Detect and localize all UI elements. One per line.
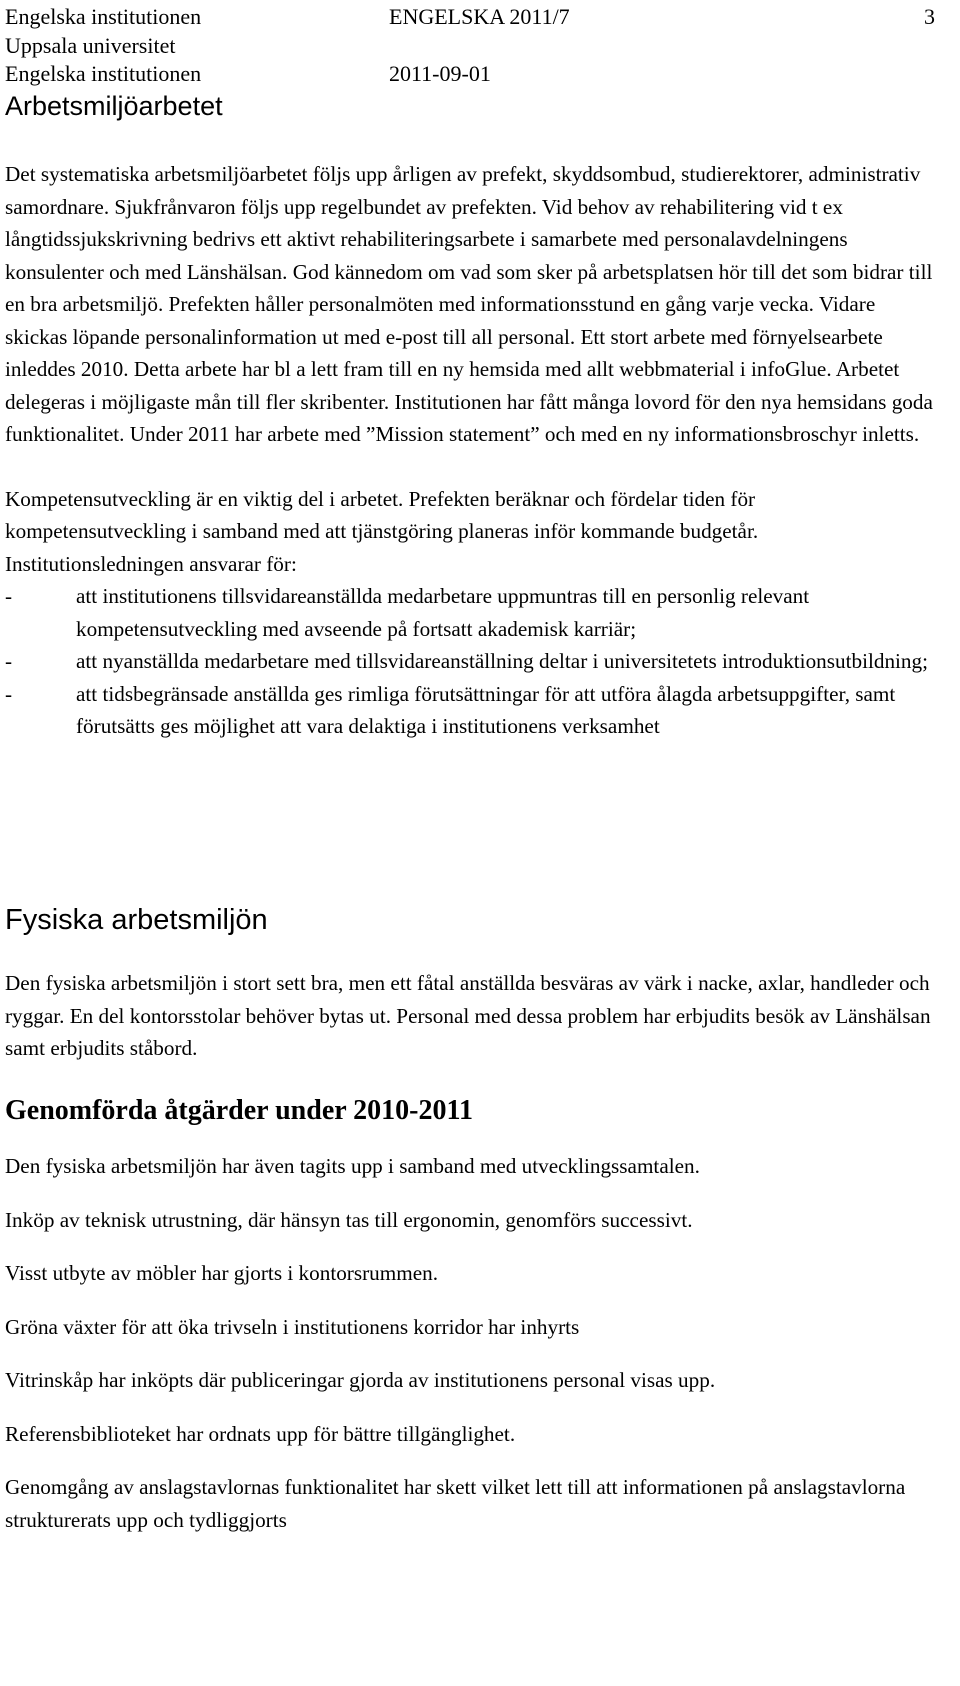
action-item: Visst utbyte av möbler har gjorts i kontorsrummen. bbox=[5, 1261, 439, 1285]
section-title-atgarder: Genomförda åtgärder under 2010-2011 bbox=[5, 1095, 473, 1126]
action-item: Genomgång av anslagstavlornas funktionalitet har skett vilket lett till att informationen på anslagstavlorna strukturerats upp och tydliggjorts bbox=[5, 1475, 906, 1532]
header-date: 2011-09-01 bbox=[389, 61, 491, 86]
dash-bullet: - bbox=[5, 584, 13, 608]
header-department: Engelska institutionen bbox=[5, 4, 202, 29]
paragraph-systematiskt-arbete: Det systematiska arbetsmiljöarbetet följs upp årligen av prefekt, skyddsombud, studierektorer, administrativ samordnare. Sjukfrånvaron följs upp regelbundet av prefekten. Vid behov av rehabilitering vid t ex långtidssjukskrivning bedrivs ett aktivt rehabiliteringsarbete i samarbete med personalavdelningens konsulenter och med Länshälsan. God kännedom om vad som sker på arbetsplatsen hör till det som bidrar till en bra arbetsmiljö. Prefekten håller personalmöten med informationsstund en gång varje vecka. Vidare skickas löpande personalinformation ut med e-post till all personal. Ett stort arbete med förnyelsearbete inleddes 2010. Detta arbete har bl a lett fram till en ny hemsida med allt webbmaterial i infoGlue. Arbetet delegeras i möjligaste mån till fler skribenter. Institutionen har fått många lovord för den nya hemsidans goda funktionalitet. Under 2011 har arbete med ”Mission statement” och med en ny informationsbroschyr inletts. bbox=[5, 162, 933, 446]
responsibility-list bbox=[5, 580, 935, 743]
header-university: Uppsala universitet bbox=[5, 33, 176, 58]
paragraph-fysisk-arbetsmiljo: Den fysiska arbetsmiljön i stort sett bra, men ett fåtal anställda besväras av värk i nacke, axlar, handleder och ryggar. En del kontorsstolar behöver bytas ut. Personal med dessa problem har erbjudits besök av Länshälsan samt erbjudits ståbord. bbox=[5, 971, 931, 1060]
section-body-arbetsmiljo bbox=[5, 158, 935, 743]
section-body-atgarder bbox=[5, 1150, 935, 1536]
list-intro: Institutionsledningen ansvarar för: bbox=[5, 551, 297, 576]
page-number: 3 bbox=[924, 4, 935, 29]
list-item-text: att nyanställda medarbetare med tillsvidareanställning deltar i universitetets introduktionsutbildning; bbox=[76, 649, 929, 673]
paragraph-kompetensutveckling: Kompetensutveckling är en viktig del i arbetet. Prefekten beräknar och fördelar tiden för kompetensutveckling i samband med att tjänstgöring planeras inför kommande budgetår. bbox=[5, 486, 759, 543]
action-item: Den fysiska arbetsmiljön har även tagits upp i samband med utvecklingssamtalen. bbox=[5, 1154, 700, 1178]
action-item: Referensbiblioteket har ordnats upp för bättre tillgänglighet. bbox=[5, 1421, 516, 1446]
action-item: Inköp av teknisk utrustning, där hänsyn tas till ergonomin, genomförs successivt. bbox=[5, 1207, 693, 1232]
list-item-text: att institutionens tillsvidareanställda medarbetare uppmuntras till en personlig relevant kompetensutveckling med avseende på fortsatt akademisk karriär; bbox=[76, 584, 810, 641]
header-document-id: ENGELSKA 2011/7 bbox=[389, 4, 570, 29]
header-department-2: Engelska institutionen bbox=[5, 61, 202, 86]
list-item bbox=[5, 580, 935, 645]
section-title-arbetsmiljo: Arbetsmiljöarbetet bbox=[5, 91, 223, 121]
section-title-fysisk: Fysiska arbetsmiljön bbox=[5, 904, 268, 936]
list-item-text: att tidsbegränsade anställda ges rimliga förutsättningar för att utföra ålagda arbetsuppgifter, samt förutsätts ges möjlighet att vara delaktiga i institutionens verksamhet bbox=[76, 681, 896, 738]
action-item: Gröna växter för att öka trivseln i institutionens korridor har inhyrts bbox=[5, 1314, 580, 1339]
dash-bullet: - bbox=[5, 649, 13, 673]
action-item: Vitrinskåp har inköpts där publiceringar gjorda av institutionens personal visas upp. bbox=[5, 1368, 716, 1392]
section-body-fysisk bbox=[5, 967, 935, 1065]
list-item bbox=[5, 678, 935, 743]
list-item bbox=[5, 645, 935, 678]
dash-bullet: - bbox=[5, 681, 13, 706]
